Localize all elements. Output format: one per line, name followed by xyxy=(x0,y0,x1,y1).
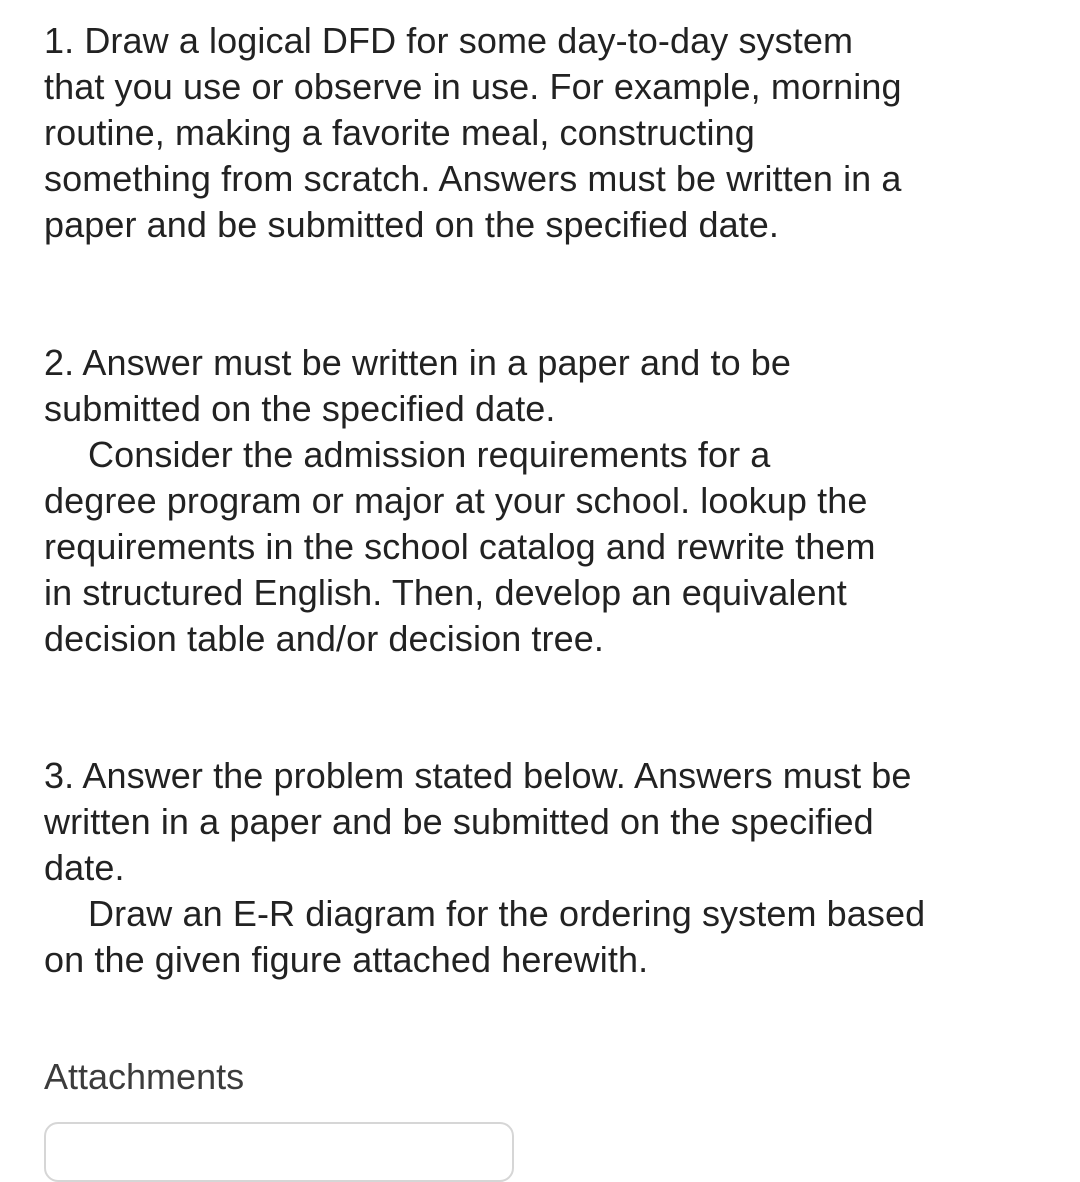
attachments-heading: Attachments xyxy=(44,1056,245,1097)
question-1-line: 1. Draw a logical DFD for some day-to-day system xyxy=(44,20,854,61)
question-1-line: something from scratch. Answers must be written in a xyxy=(44,158,902,199)
question-3 xyxy=(44,753,925,983)
question-3-line: Draw an E-R diagram for the ordering system based xyxy=(88,893,926,934)
question-2-line: decision table and/or decision tree. xyxy=(44,618,604,659)
question-2-line: submitted on the specified date. xyxy=(44,388,556,429)
question-3-line: date. xyxy=(44,847,125,888)
question-1-line: routine, making a favorite meal, constructing xyxy=(44,112,755,153)
attachment-card[interactable] xyxy=(44,1122,514,1182)
question-2-line: requirements in the school catalog and rewrite them xyxy=(44,526,876,567)
question-3-line: on the given figure attached herewith. xyxy=(44,939,649,980)
question-3-line: 3. Answer the problem stated below. Answers must be xyxy=(44,755,912,796)
question-2 xyxy=(44,340,876,662)
question-1 xyxy=(44,18,902,248)
question-1-line: paper and be submitted on the specified date. xyxy=(44,204,780,245)
question-3-line: written in a paper and be submitted on the specified xyxy=(44,801,874,842)
question-1-line: that you use or observe in use. For example, morning xyxy=(44,66,902,107)
question-2-line: 2. Answer must be written in a paper and to be xyxy=(44,342,792,383)
question-2-line: degree program or major at your school. lookup the xyxy=(44,480,868,521)
question-2-line: in structured English. Then, develop an equivalent xyxy=(44,572,847,613)
question-2-line: Consider the admission requirements for a xyxy=(88,434,771,475)
